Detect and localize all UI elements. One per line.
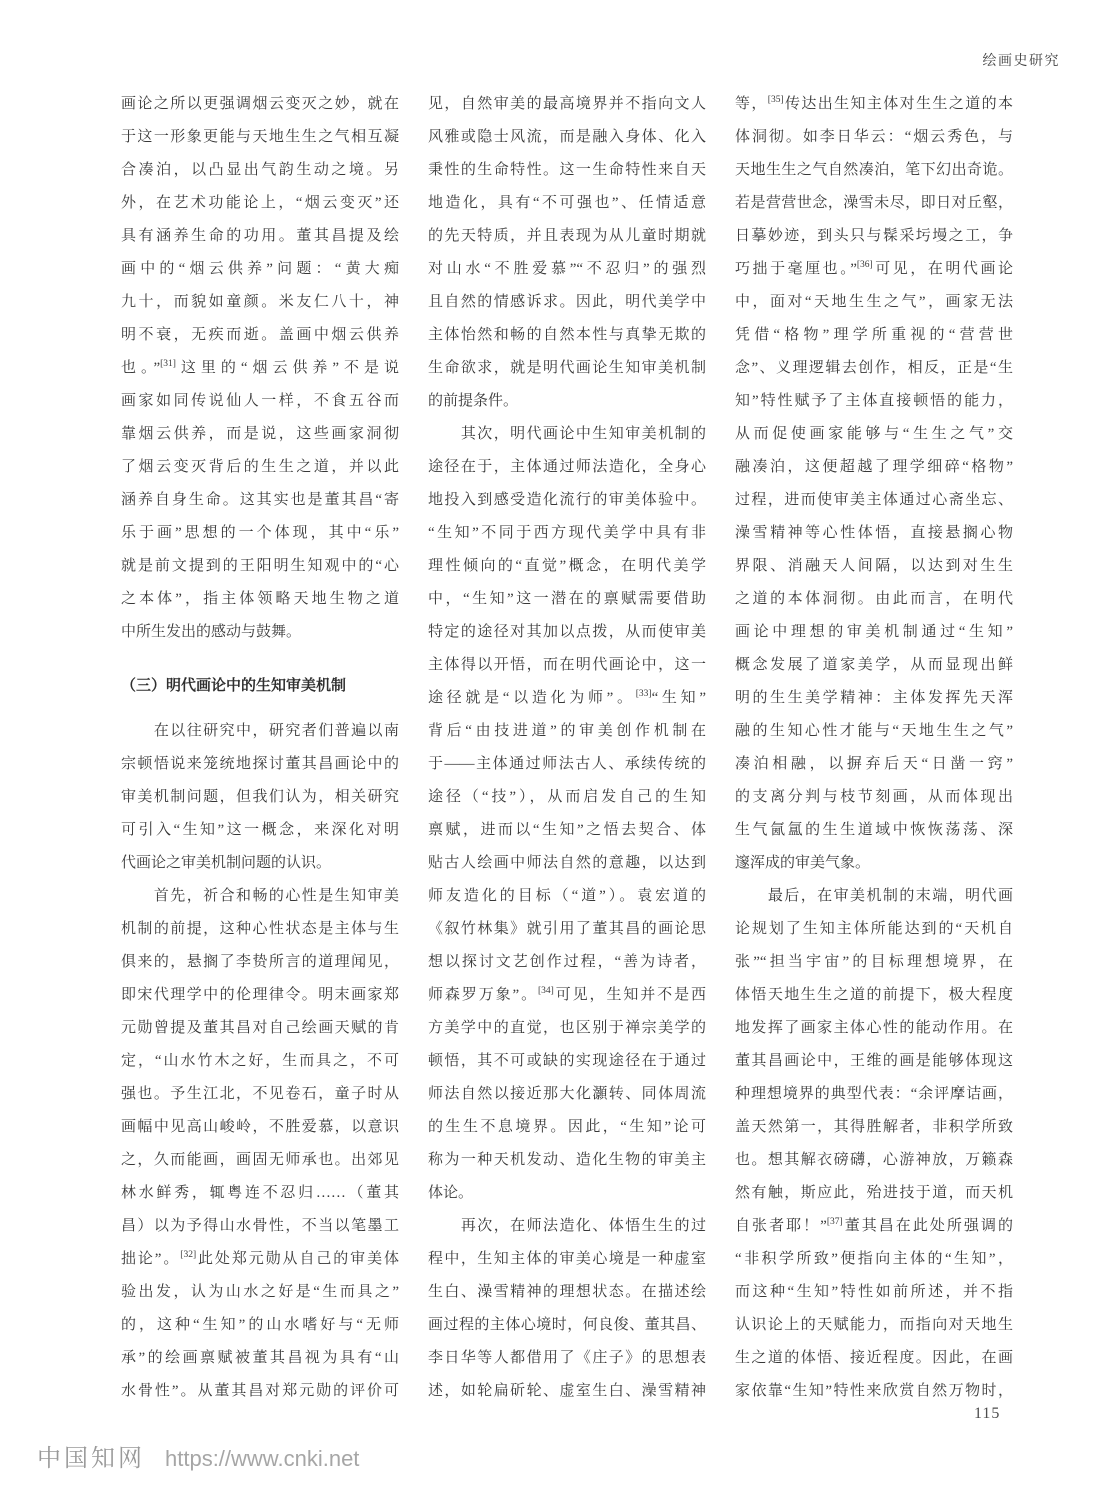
text-line: 途径就是“以造化为师”。[33]“生知”: [428, 689, 706, 706]
text-line: 具有涵养生命的功用。董其昌提及绘: [121, 228, 399, 244]
text-line: 强也。予生江北，不见卷石，童子时从: [121, 1086, 399, 1102]
text-line: 凑泊相融，以摒弃后天“日凿一窍”: [735, 756, 1013, 772]
text-line: 若是营营世念，澡雪未尽，即日对丘壑，: [735, 195, 1013, 211]
text-line: 主体得以开悟，而在明代画论中，这一: [428, 657, 706, 673]
text-line: 日摹妙迹，到头只与髹采圬墁之工，争: [735, 228, 1013, 244]
text-line: 融的生知心性才能与“天地生生之气”: [735, 723, 1013, 739]
text-line: 机制的前提，这种心性状态是主体与生: [121, 921, 399, 937]
text-line: 中所生发出的感动与鼓舞。: [121, 624, 302, 640]
text-line: 特定的途径对其加以点拨，从而使审美: [428, 624, 706, 640]
text-line: 知”特性赋予了主体直接顿悟的能力，: [735, 393, 1013, 409]
text-line: 昌）以为予得山水骨性，不当以笔墨工: [121, 1218, 399, 1234]
text-line: 途径在于，主体通过师法造化，全身心: [428, 459, 706, 475]
text-line: 在以往研究中，研究者们普遍以南: [121, 723, 399, 739]
footnote-marker: [32]: [180, 1250, 197, 1260]
text-line: 可引入“生知”这一概念，来深化对明: [121, 822, 399, 838]
cnki-url-label: https://www.cnki.net: [165, 1446, 360, 1471]
footnote-marker: [35]: [767, 95, 784, 105]
text-line: 途径（“技”），从而启发自己的生知: [428, 789, 706, 805]
text-line: 合凑泊，以凸显出气韵生动之境。另: [121, 162, 399, 178]
footnote-marker: [37]: [826, 1217, 843, 1227]
page-number: 115: [974, 1405, 1001, 1422]
text-line: 禀赋，进而以“生知”之悟去契合、体: [428, 822, 706, 838]
text-column-3: [735, 88, 1013, 1408]
text-line: 承”的绘画禀赋被董其昌视为具有“山: [121, 1350, 399, 1366]
text-line: 论规划了生知主体所能达到的“天机自: [735, 921, 1013, 937]
text-line: 地发挥了画家主体心性的能动作用。在: [735, 1020, 1013, 1036]
text-line: 师友造化的目标（“道”）。袁宏道的: [428, 888, 706, 904]
text-line: 天地生生之气自然凑泊，笔下幻出奇诡。: [735, 162, 1013, 178]
text-line: 界限、消融天人间隔，以达到对生生: [735, 558, 1013, 574]
text-line: 生命欲求，就是明代画论生知审美机制: [428, 360, 706, 376]
text-line: 念”、义理逻辑去创作，相反，正是“生: [735, 360, 1013, 376]
text-line: 见，自然审美的最高境界并不指向文人: [428, 96, 706, 112]
text-line: 张”“担当宇宙”的目标理想境界，在: [735, 954, 1013, 970]
text-line: 就是前文提到的王阳明生知观中的“心: [121, 558, 399, 574]
text-line: 过程，进而使审美主体通过心斋坐忘、: [735, 492, 1013, 508]
text-line: 画幅中见高山峻岭，不胜爱慕，以意识: [121, 1119, 399, 1135]
text-line: 最后，在审美机制的末端，明代画: [735, 888, 1013, 904]
text-line: 画中的“烟云供养”问题：“黄大痴: [121, 261, 399, 277]
text-line: 乐于画”思想的一个体现，其中“乐”: [121, 525, 399, 541]
text-line: 即宋代理学中的伦理律令。明末画家郑: [121, 987, 399, 1003]
text-line: 盖天然第一，其得胜解者，非积学所致: [735, 1119, 1013, 1135]
text-line: 李日华等人都借用了《庄子》的思想表: [428, 1350, 706, 1366]
text-line: 中，面对“天地生生之气”，画家无法: [735, 294, 1013, 310]
text-line: 体悟天地生生之道的前提下，极大程度: [735, 987, 1013, 1003]
text-line: 而这种“生知”特性如前所述，并不指: [735, 1284, 1013, 1300]
text-line: 于——主体通过师法古人、承续传统的: [428, 756, 706, 772]
text-line: 生白、澡雪精神的理想状态。在描述绘: [428, 1284, 706, 1300]
running-head: 绘画史研究: [982, 54, 1060, 69]
text-line: 生气氤氲的生生道域中恢恢荡荡、深: [735, 822, 1013, 838]
text-line: 林水鲜秀，辄粤连不忍归……（董其: [121, 1185, 399, 1201]
text-line: 澡雪精神等心性体悟，直接悬搁心物: [735, 525, 1013, 541]
text-line: 元勋曾提及董其昌对自己绘画天赋的肯: [121, 1020, 399, 1036]
text-line: 地造化，具有“不可强也”、任情适意: [428, 195, 706, 211]
text-column-2: [428, 88, 706, 1408]
text-line: 想以探讨文艺创作过程，“善为诗者，: [428, 954, 706, 970]
text-line: 生之道的体悟、接近程度。因此，在画: [735, 1350, 1013, 1366]
text-line: 涵养自身生命。这其实也是董其昌“寄: [121, 492, 399, 508]
text-line: 的支离分判与枝节刻画，从而体现出: [735, 789, 1013, 805]
text-line: 主体怡然和畅的自然本性与真挚无欺的: [428, 327, 706, 343]
text-line: 师森罗万象”。[34]可见，生知并不是西: [428, 986, 706, 1003]
text-line: 审美机制问题，但我们认为，相关研究: [121, 789, 399, 805]
text-line: 的先天特质，并且表现为从儿童时期就: [428, 228, 706, 244]
text-line: 体洞彻。如李日华云：“烟云秀色，与: [735, 129, 1013, 145]
text-line: 之，久而能画，画固无师承也。出郊见: [121, 1152, 399, 1168]
text-line: 靠烟云供养，而是说，这些画家洞彻: [121, 426, 399, 442]
text-line: 首先，祈合和畅的心性是生知审美: [121, 888, 399, 904]
text-line: 明不衰，无疾而逝。盖画中烟云供养: [121, 327, 399, 343]
text-line: 对山水“不胜爱慕”“不忍归”的强烈: [428, 261, 706, 277]
text-line: 画论中理想的审美机制通过“生知”: [735, 624, 1013, 640]
text-line: 九十，而貌如童颜。米友仁八十，神: [121, 294, 399, 310]
text-line: 方美学中的直觉，也区别于禅宗美学的: [428, 1020, 706, 1036]
text-line: 自张者耶！”[37]董其昌在此处所强调的: [735, 1217, 1013, 1234]
watermark-footer: [37, 1438, 359, 1473]
text-line: 种理想境界的典型代表：“余评摩诘画，: [735, 1086, 1013, 1102]
cnki-brand-label: 中国知网: [37, 1445, 145, 1472]
text-column-1: [121, 88, 399, 1408]
text-line: 了烟云变灭背后的生生之道，并以此: [121, 459, 399, 475]
text-line: 家依靠“生知”特性来欣赏自然万物时，: [735, 1383, 1013, 1399]
footnote-marker: [33]: [635, 689, 652, 699]
text-line: 的前提条件。: [428, 393, 519, 409]
text-line: 等，[35]传达出生知主体对生生之道的本: [735, 95, 1013, 112]
text-line: 概念发展了道家美学，从而显现出鲜: [735, 657, 1013, 673]
text-line: 体论。: [428, 1185, 474, 1201]
text-line: 画过程的主体心境时，何良俊、董其昌、: [428, 1317, 706, 1333]
text-line: 之道的本体洞彻。由此而言，在明代: [735, 591, 1013, 607]
text-line: 师法自然以接近那大化灝转、同体周流: [428, 1086, 706, 1102]
text-line: 于这一形象更能与天地生生之气相互凝: [121, 129, 399, 145]
text-line: 其次，明代画论中生知审美机制的: [428, 426, 706, 442]
text-line: 再次，在师法造化、体悟生生的过: [428, 1218, 706, 1234]
text-line: 水骨性”。从董其昌对郑元勋的评价可: [121, 1383, 399, 1399]
text-line: 述，如轮扁斫轮、虚室生白、澡雪精神: [428, 1383, 706, 1399]
section-heading: （三）明代画论中的生知审美机制: [121, 678, 347, 694]
text-line: 验出发，认为山水之好是“生而具之”: [121, 1284, 399, 1300]
text-line: 董其昌画论中，王维的画是能够体现这: [735, 1053, 1013, 1069]
text-line: 的生生不息境界。因此，“生知”论可: [428, 1119, 706, 1135]
text-line: 明的生生美学精神：主体发挥先天浑: [735, 690, 1013, 706]
text-line: 然有触，斯应此，殆进技于道，而天机: [735, 1185, 1013, 1201]
text-line: 也。想其解衣磅礴，心游神放，万籁森: [735, 1152, 1013, 1168]
text-line: 背后“由技进道”的审美创作机制在: [428, 723, 706, 739]
text-line: 宗顿悟说来笼统地探讨董其昌画论中的: [121, 756, 399, 772]
text-line: “生知”不同于西方现代美学中具有非: [428, 525, 706, 541]
text-line: 也。”[31]这里的“烟云供养”不是说: [121, 359, 399, 376]
footnote-marker: [31]: [160, 359, 176, 369]
footnote-marker: [36]: [856, 260, 873, 270]
text-line: “非积学所致”便指向主体的“生知”，: [735, 1251, 1013, 1267]
text-line: 凭借“格物”理学所重视的“营营世: [735, 327, 1013, 343]
text-line: 称为一种天机发动、造化生物的审美主: [428, 1152, 706, 1168]
text-line: 地投入到感受造化流行的审美体验中。: [428, 492, 706, 508]
text-line: 贴古人绘画中师法自然的意趣，以达到: [428, 855, 706, 871]
text-line: 拙论”。[32]此处郑元勋从自己的审美体: [121, 1250, 399, 1267]
text-line: 中，“生知”这一潜在的禀赋需要借助: [428, 591, 706, 607]
text-line: 秉性的生命特性。这一生命特性来自天: [428, 162, 706, 178]
text-line: 从而促使画家能够与“生生之气”交: [735, 426, 1013, 442]
text-line: 且自然的情感诉求。因此，明代美学中: [428, 294, 706, 310]
text-line: 顿悟，其不可或缺的实现途径在于通过: [428, 1053, 706, 1069]
text-line: 外，在艺术功能论上，“烟云变灭”还: [121, 195, 399, 211]
text-line: 风雅或隐士风流，而是融入身体、化入: [428, 129, 706, 145]
text-line: 之本体”，指主体领略天地生物之道: [121, 591, 399, 607]
text-line: 代画论之审美机制问题的认识。: [121, 855, 332, 871]
text-line: 《叙竹林集》就引用了董其昌的画论思: [428, 921, 706, 937]
text-line: 的，这种“生知”的山水嗜好与“无师: [121, 1317, 399, 1333]
text-line: 邃浑成的审美气象。: [735, 855, 871, 871]
text-line: 画论之所以更强调烟云变灭之妙，就在: [121, 96, 399, 112]
text-line: 俱来的，悬搁了李贽所言的道理闻见，: [121, 954, 399, 970]
text-line: 定，“山水竹木之好，生而具之，不可: [121, 1053, 399, 1069]
text-line: 程中，生知主体的审美心境是一种虚室: [428, 1251, 706, 1267]
text-line: 巧拙于毫厘也。”[36]可见，在明代画论: [735, 260, 1013, 277]
text-line: 理性倾向的“直觉”概念，在明代美学: [428, 558, 706, 574]
footnote-marker: [34]: [538, 986, 554, 996]
text-line: 画家如同传说仙人一样，不食五谷而: [121, 393, 399, 409]
text-line: 融凑泊，这便超越了理学细碎“格物”: [735, 459, 1013, 475]
text-line: 认识论上的天赋能力，而指向对天地生: [735, 1317, 1013, 1333]
